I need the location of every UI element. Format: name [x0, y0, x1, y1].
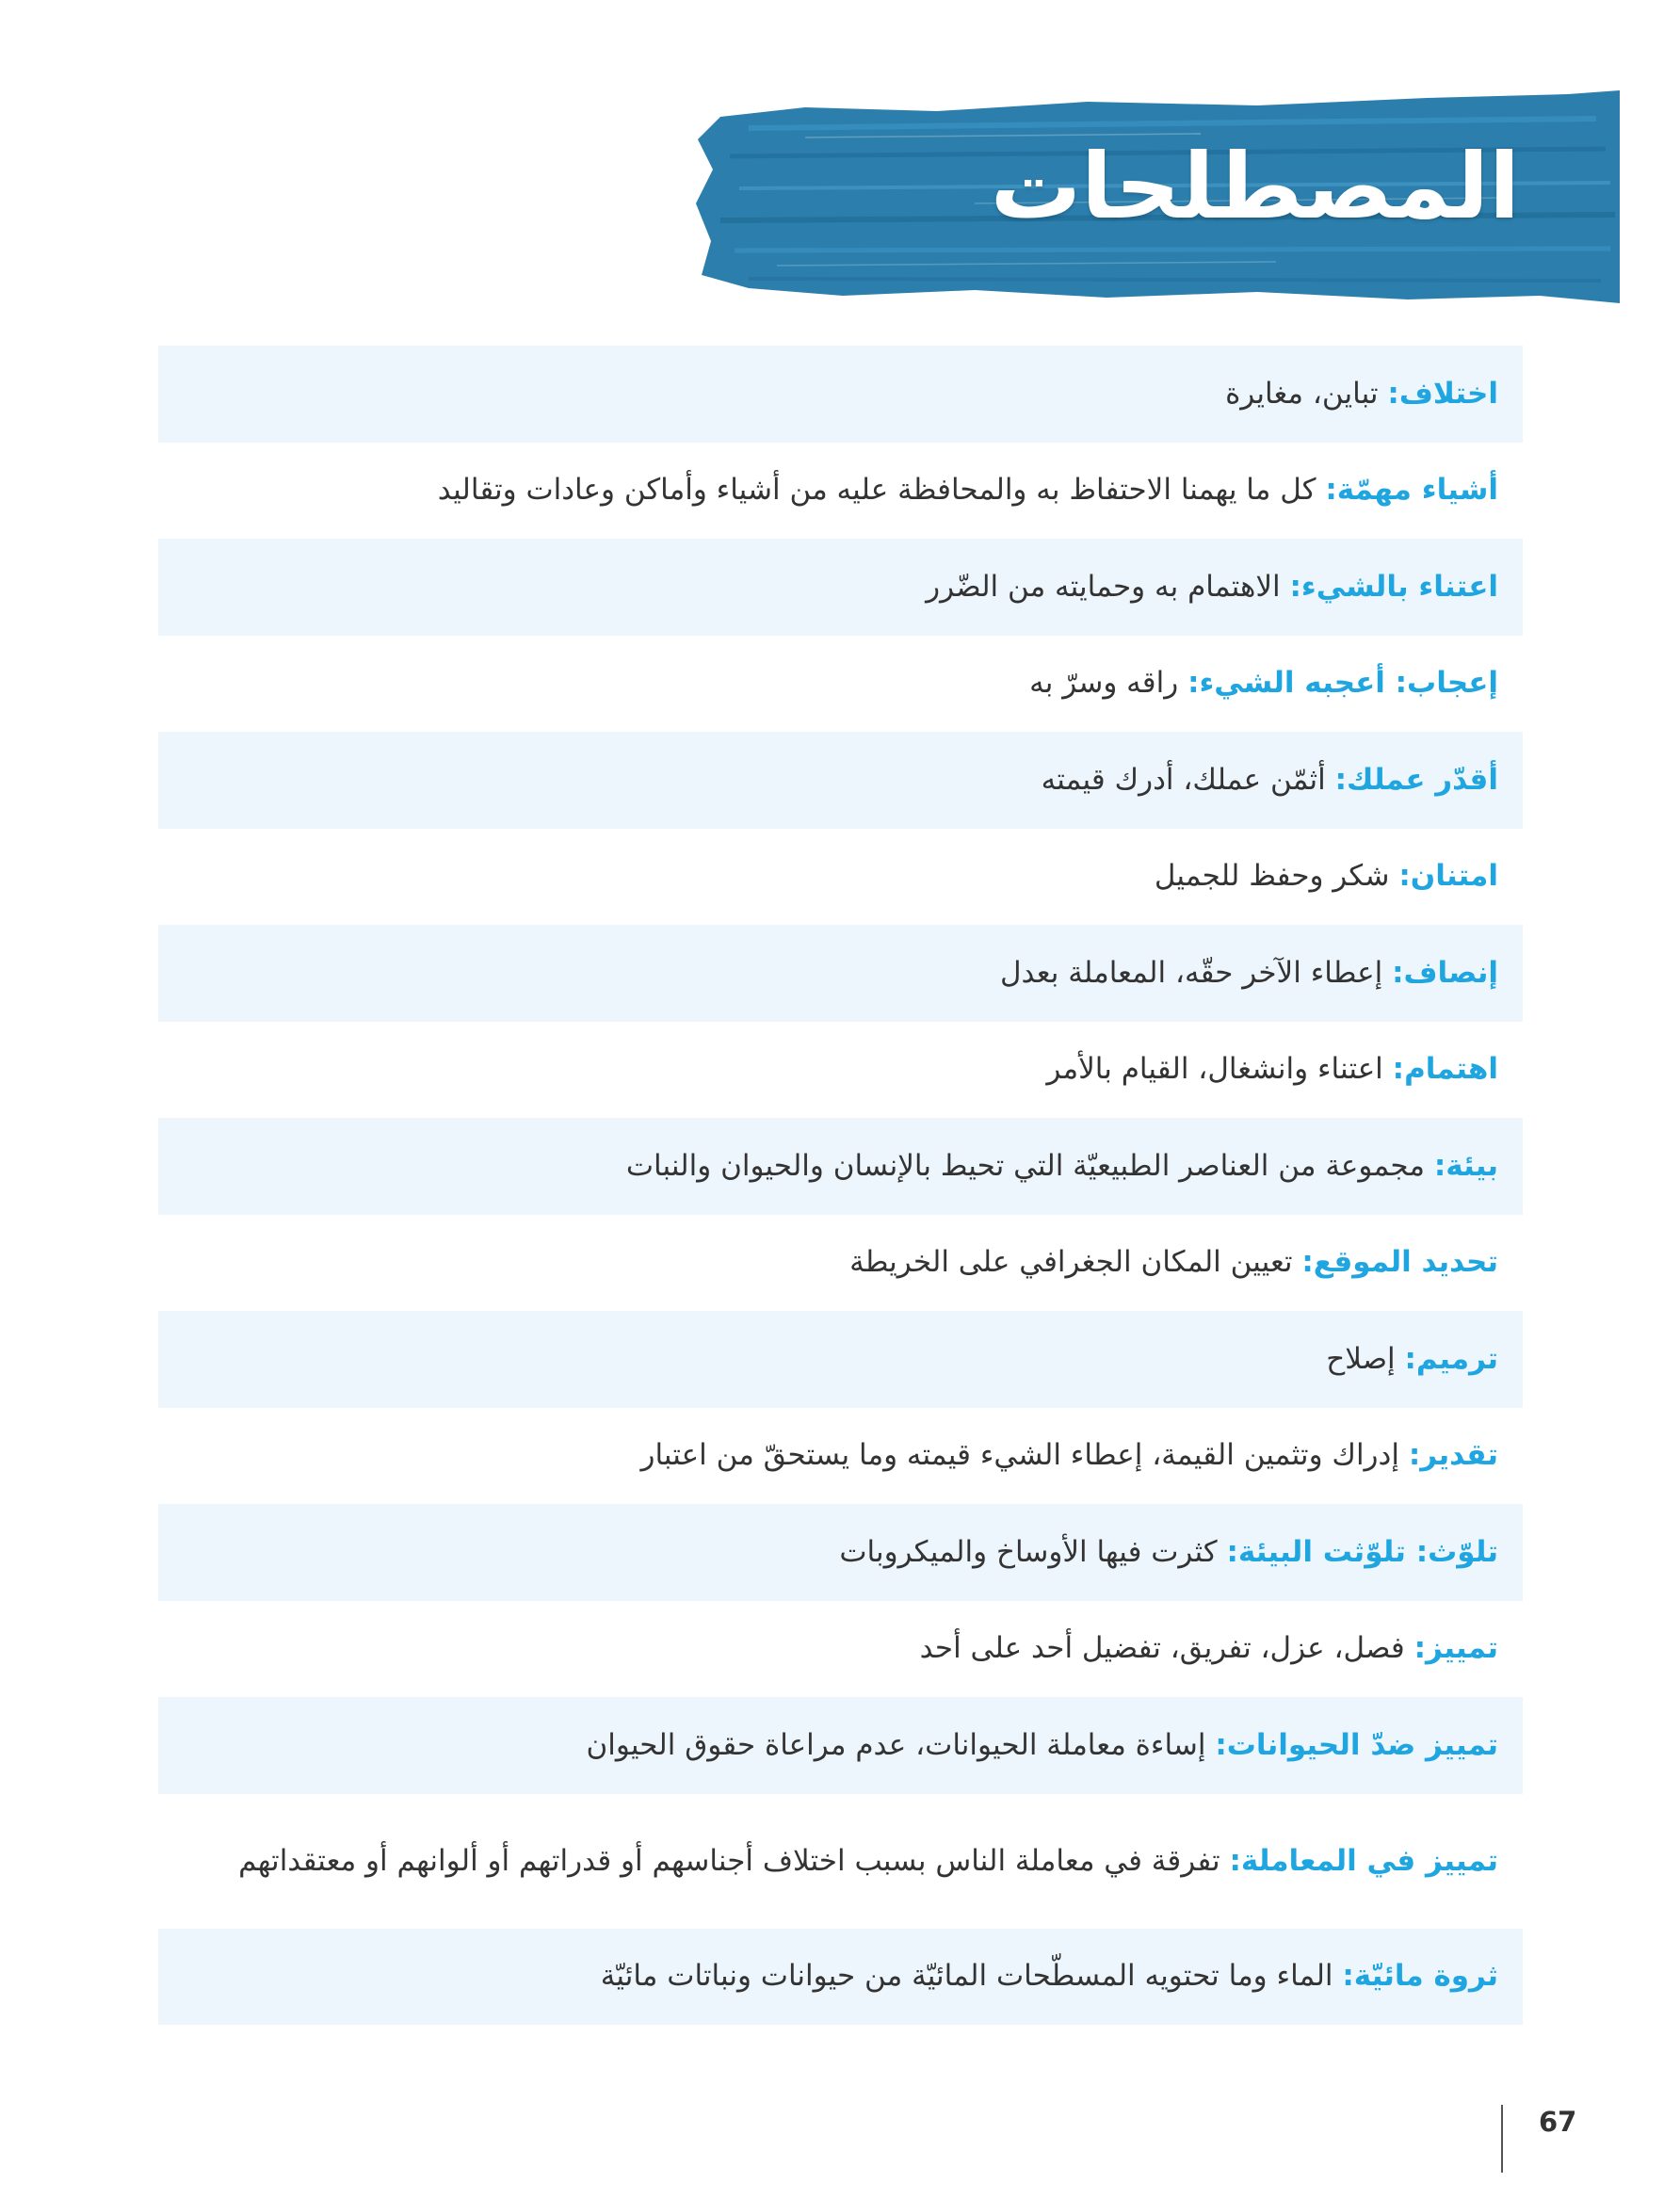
glossary-term: اعتناء بالشيء: [1289, 569, 1498, 604]
glossary-definition: إساءة معاملة الحيوانات، عدم مراعاة حقوق الحيوان [586, 1727, 1206, 1762]
glossary-row [158, 1022, 1523, 1119]
glossary-term: ثروة مائيّة: [1342, 1959, 1498, 1994]
glossary-definition: راقه وسرّ به [1029, 666, 1179, 701]
glossary-definition: تعيين المكان الجغرافي على الخريطة [849, 1245, 1293, 1280]
glossary-term: بيئة: [1433, 1148, 1498, 1183]
glossary-term: تمييز في المعاملة: [1229, 1843, 1498, 1878]
glossary-definition: إدراك وتثمين القيمة، إعطاء الشيء قيمته وما يستحقّ من اعتبار [640, 1438, 1399, 1473]
glossary-row [158, 1311, 1523, 1408]
page-number: 67 [1539, 2106, 1577, 2138]
glossary-row [158, 732, 1523, 829]
glossary-term: ترميم: [1404, 1341, 1498, 1376]
glossary-term: إنصاف: [1392, 955, 1498, 990]
glossary-definition: فصل، عزل، تفريق، تفضيل أحد على أحد [919, 1631, 1405, 1666]
glossary-term: اهتمام: [1392, 1052, 1498, 1087]
glossary-row [158, 1118, 1523, 1215]
glossary-row [158, 539, 1523, 636]
glossary-row [158, 1504, 1523, 1601]
glossary-term: تمييز ضدّ الحيوانات: [1215, 1727, 1498, 1762]
glossary-term: إعجاب: أعجبه الشيء: [1187, 666, 1498, 701]
glossary-row [158, 636, 1523, 733]
glossary-definition: شكر وحفظ للجميل [1154, 859, 1390, 894]
page-number-divider [1501, 2105, 1503, 2173]
glossary-row [158, 925, 1523, 1022]
glossary-row [158, 1929, 1523, 2026]
glossary-definition: أثمّن عملك، أدرك قيمته [1041, 762, 1326, 797]
glossary-list [158, 346, 1523, 2025]
glossary-row [158, 1794, 1523, 1929]
glossary-definition: الاهتمام به وحمايته من الضّرر [926, 569, 1281, 604]
glossary-definition: اعتناء وانشغال، القيام بالأمر [1046, 1052, 1383, 1087]
glossary-term: تلوّث: تلوّثت البيئة: [1226, 1534, 1498, 1569]
glossary-definition: إعطاء الآخر حقّه، المعاملة بعدل [1000, 955, 1383, 990]
glossary-definition: كل ما يهمنا الاحتفاظ به والمحافظة عليه من أشياء وأماكن وعادات وتقاليد [437, 473, 1317, 508]
glossary-term: تحديد الموقع: [1301, 1245, 1498, 1280]
glossary-definition: تفرقة في معاملة الناس بسبب اختلاف أجناسهم أو قدراتهم أو ألوانهم أو معتقداتهم [238, 1843, 1220, 1878]
glossary-row [158, 1601, 1523, 1698]
glossary-row [158, 829, 1523, 926]
glossary-definition: الماء وما تحتويه المسطّحات المائيّة من حيوانات ونباتات مائيّة [600, 1959, 1333, 1994]
glossary-row [158, 1697, 1523, 1794]
glossary-row [158, 1215, 1523, 1312]
glossary-definition: إصلاح [1326, 1341, 1396, 1376]
glossary-term: امتنان: [1398, 859, 1498, 894]
glossary-term: تمييز: [1413, 1631, 1498, 1666]
glossary-term: أقدّر عملك: [1334, 762, 1498, 797]
glossary-term: أشياء مهمّة: [1325, 473, 1498, 508]
glossary-definition: مجموعة من العناصر الطبيعيّة التي تحيط بالإنسان والحيوان والنبات [625, 1148, 1425, 1183]
glossary-definition: كثرت فيها الأوساخ والميكروبات [839, 1534, 1218, 1569]
glossary-definition: تباين، مغايرة [1225, 376, 1379, 411]
glossary-row [158, 443, 1523, 540]
glossary-row [158, 346, 1523, 443]
glossary-term: تقدير: [1408, 1438, 1498, 1473]
glossary-term: اختلاف: [1387, 376, 1498, 411]
page-title: المصطلحات [990, 134, 1520, 239]
glossary-row [158, 1408, 1523, 1505]
